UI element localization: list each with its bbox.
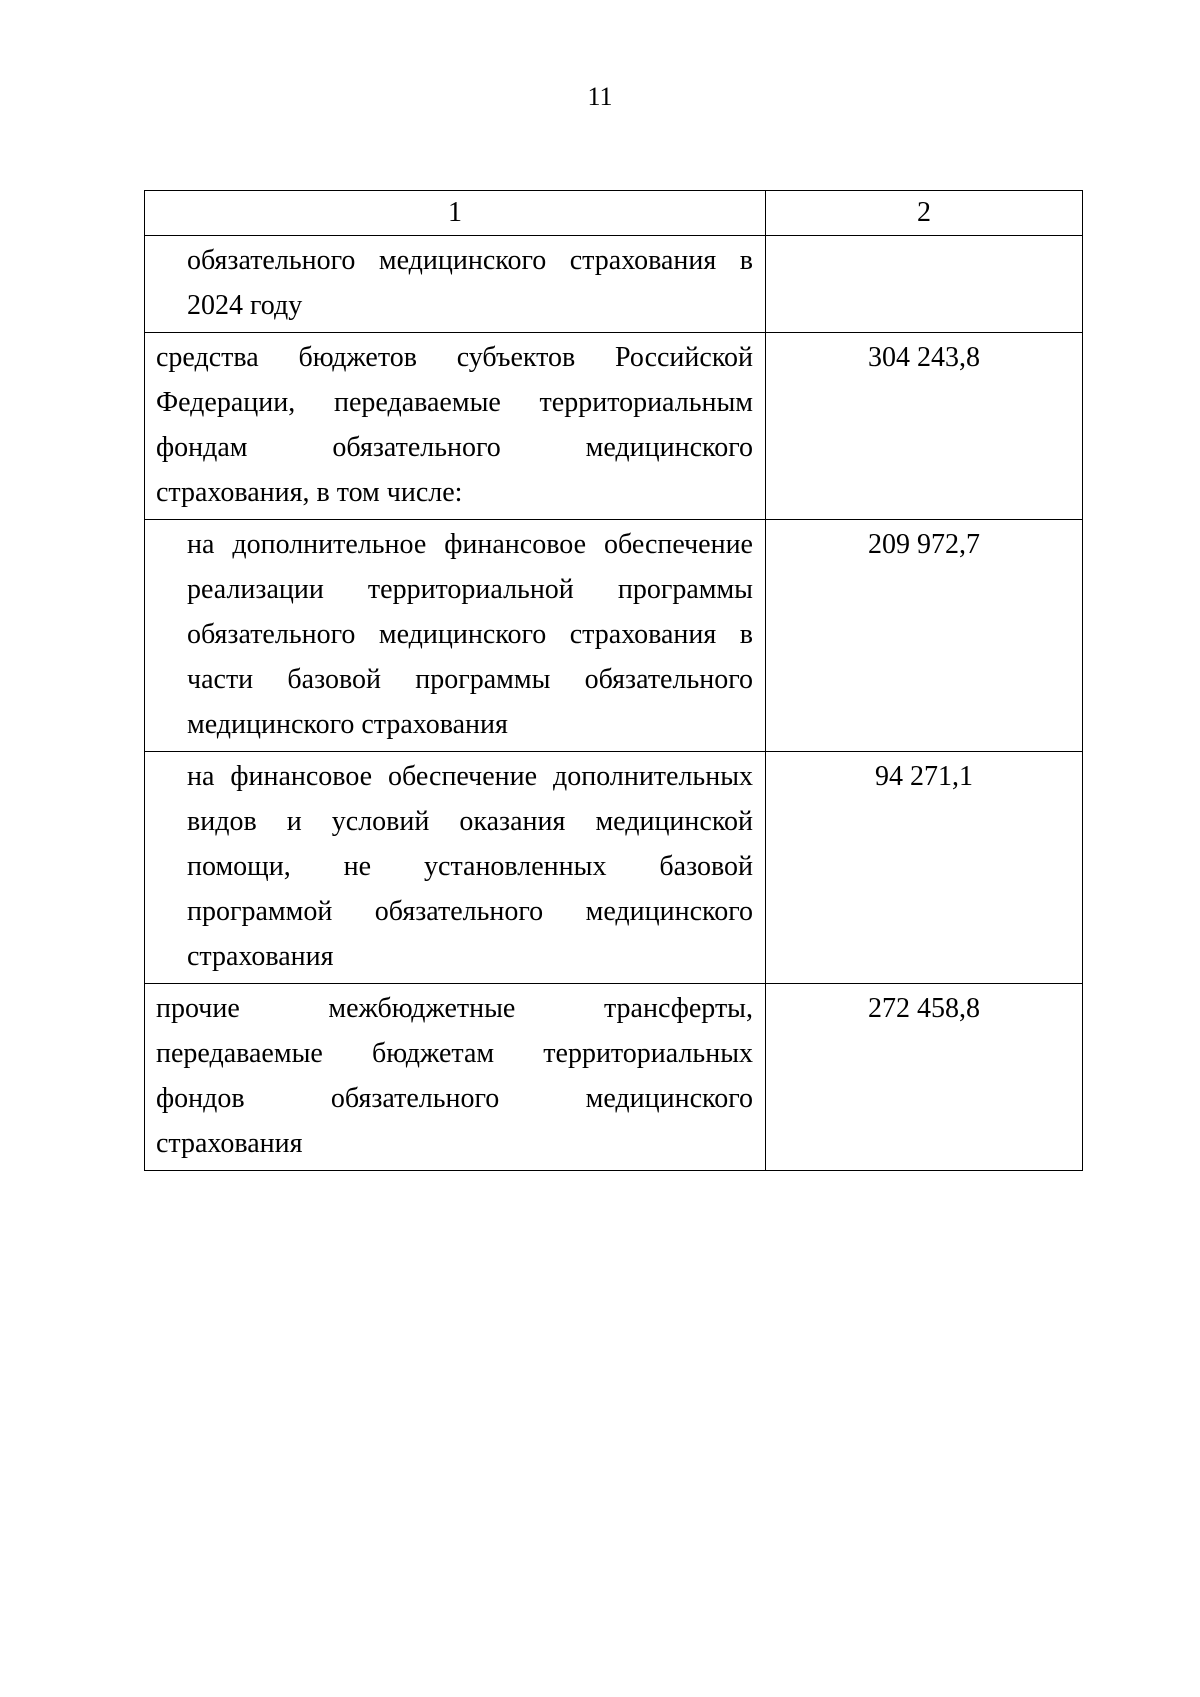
text-line: медицинского страхования (187, 709, 508, 740)
column-header-2: 2 (766, 191, 1083, 236)
text-line: передаваемые бюджетам территориальных (156, 1038, 753, 1069)
text-line: средства бюджетов субъектов Российской (156, 342, 753, 373)
table-row (145, 236, 1083, 333)
text-line: страхования, в том числе: (156, 477, 463, 508)
page-number: 11 (587, 82, 613, 111)
text-line: программой обязательного медицинского (187, 896, 753, 927)
budget-table (144, 190, 1083, 1171)
text-line: фондам обязательного медицинского (156, 432, 753, 463)
text-line: фондов обязательного медицинского (156, 1083, 753, 1114)
text-line: обязательного медицинского страхования в (187, 245, 753, 276)
text-line: 2024 году (187, 290, 303, 321)
text-line: обязательного медицинского страхования в (187, 619, 753, 650)
row-description (145, 984, 765, 1170)
table-header-row (145, 191, 1083, 236)
text-line: страхования (187, 941, 334, 972)
text-line: страхования (156, 1128, 303, 1159)
text-line: реализации территориальной программы (187, 574, 753, 605)
row-value: 209 972,7 (868, 529, 980, 560)
row-value: 94 271,1 (875, 761, 973, 792)
text-line: Федерации, передаваемые территориальным (156, 387, 753, 418)
text-line: видов и условий оказания медицинской (187, 806, 753, 837)
row-value (766, 236, 1082, 238)
table-row (145, 520, 1083, 752)
text-line: на финансовое обеспечение дополнительных (187, 761, 753, 792)
row-description (145, 520, 765, 751)
table-row (145, 752, 1083, 984)
table-row (145, 333, 1083, 520)
table-row (145, 984, 1083, 1171)
row-value: 304 243,8 (868, 342, 980, 373)
column-header-1: 1 (145, 191, 766, 236)
row-description (145, 236, 765, 332)
text-line: помощи, не установленных базовой (187, 851, 753, 882)
text-line: части базовой программы обязательного (187, 664, 753, 695)
row-description (145, 752, 765, 983)
text-line: на дополнительное финансовое обеспечение (187, 529, 753, 560)
text-line: прочие межбюджетные трансферты, (156, 993, 753, 1024)
row-value: 272 458,8 (868, 993, 980, 1024)
row-description (145, 333, 765, 519)
